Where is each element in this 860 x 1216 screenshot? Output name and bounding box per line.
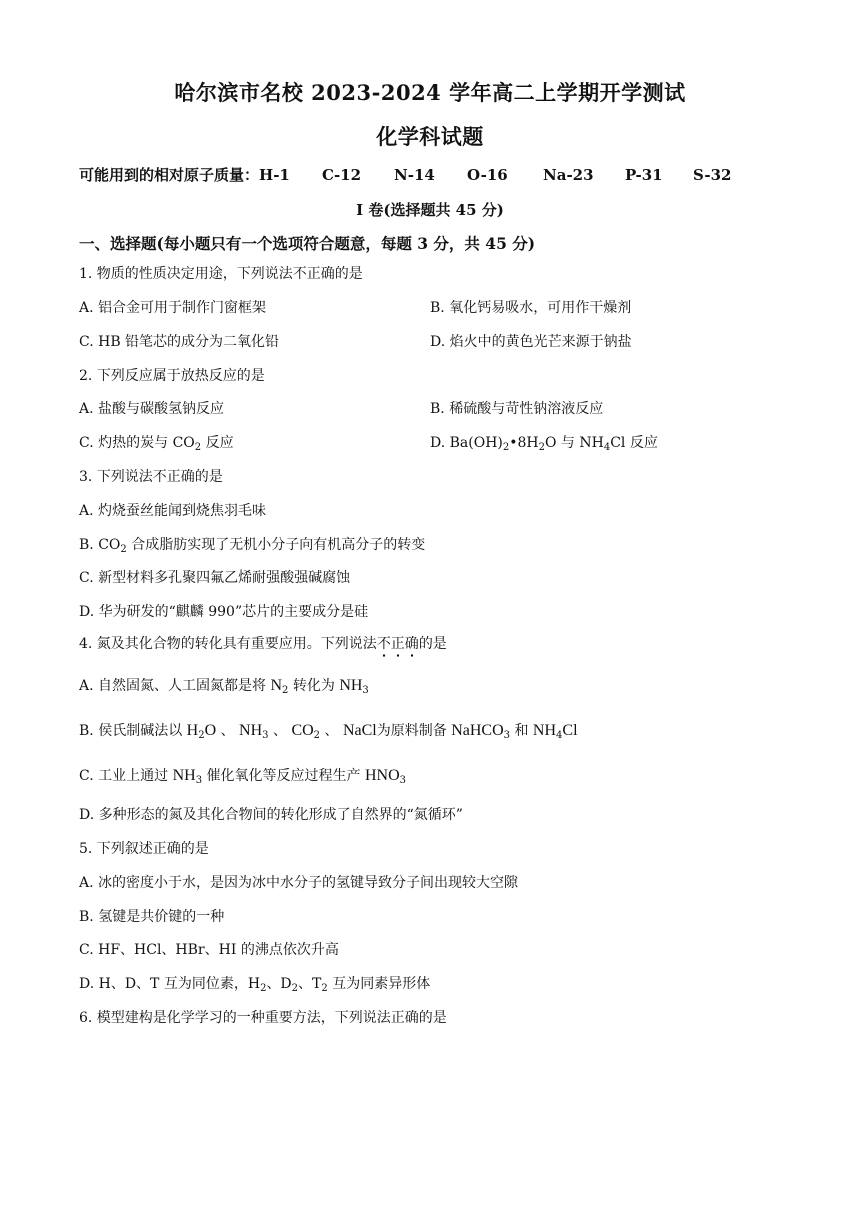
question-4-option-c: C. 工业上通过 $NH_3$ 催化氧化等反应过程生产 $HNO_3$ [79,767,407,786]
volume-title: I 卷(选择题共 45 分) [356,201,504,219]
question-5-option-c: C. HF、HCl、HBr、HI 的沸点依次升高 [79,942,339,958]
question-2-option-c: C. 灼热的炭与 $CO_2$ 反应 [79,435,234,453]
exam-title: 哈尔滨市名校 2023-2024 学年高二上学期开学测试 [174,80,686,105]
atomic-masses-lead: 可能用到的相对原子质量： [79,166,260,184]
atomic-mass-item: P-31 [625,166,663,184]
exam-subtitle: 化学科试题 [376,124,484,149]
atomic-mass-item: O-16 [467,166,508,184]
question-3-option-a: A. 灼烧蚕丝能闻到烧焦羽毛味 [79,503,267,519]
question-3-option-c: C. 新型材料多孔聚四氟乙烯耐强酸强碱腐蚀 [79,570,351,586]
question-5-option-a: A. 冰的密度小于水，是因为冰中水分子的氢键导致分子间出现较大空隙 [79,875,519,891]
question-4-option-d: D. 多种形态的氮及其化合物间的转化形成了自然界的“氮循环” [79,807,463,823]
atomic-mass-item: H-1 [259,166,290,184]
question-2-stem: 2. 下列反应属于放热反应的是 [79,368,265,384]
question-3-stem: 3. 下列说法不正确的是 [79,469,223,485]
question-5-stem: 5. 下列叙述正确的是 [79,841,209,857]
atomic-masses-line [79,164,732,185]
question-3-option-d: D. 华为研发的“麒麟 990”芯片的主要成分是硅 [79,604,369,620]
question-2-option-d: D. $Ba(OH)_2•8H_2O$ 与 $NH_4Cl$ 反应 [430,435,658,453]
question-6-stem: 6. 模型建构是化学学习的一种重要方法，下列说法正确的是 [79,1010,447,1026]
question-1-option-c: C. HB 铅笔芯的成分为二氧化铅 [79,334,280,350]
section-title: 一、选择题(每小题只有一个选项符合题意，每题 3 分，共 45 分) [79,234,536,253]
question-1-stem: 1. 物质的性质决定用途，下列说法不正确的是 [79,266,363,282]
question-4-option-a: A. 自然固氮、人工固氮都是将 $N_2$ 转化为 $NH_3$ [79,677,369,696]
question-2-option-b: B. 稀硫酸与苛性钠溶液反应 [430,401,604,417]
question-5-option-d: D. H、D、T 互为同位素，$H_2$、$D_2$、$T_2$ 互为同素异形体 [79,976,431,994]
question-1-option-d: D. 焰火中的黄色光芒来源于钠盐 [430,334,632,350]
question-4-option-b: B. 侯氏制碱法以 $H_2O$ 、 $NH_3$ 、 $CO_2$ 、 NaCl为原料制备 NaHCO$_3$ 和 $NH_4Cl$ [79,722,578,741]
atomic-mass-item: S-32 [693,166,732,184]
question-3-option-b: B. $CO_2$ 合成脂肪实现了无机小分子向有机高分子的转变 [79,537,426,555]
emphasis-mark: 不正确 [377,636,419,658]
atomic-mass-item: N-14 [394,166,435,184]
question-5-option-b: B. 氢键是共价键的一种 [79,909,225,925]
question-1-option-a: A. 铝合金可用于制作门窗框架 [79,300,267,316]
question-4-stem: 4. 氮及其化合物的转化具有重要应用。下列说法不正确的是 [79,635,447,653]
atomic-mass-item: C-12 [322,166,362,184]
question-1-option-b: B. 氧化钙易吸水，可用作干燥剂 [430,300,632,316]
atomic-mass-item: Na-23 [543,166,594,184]
question-2-option-a: A. 盐酸与碳酸氢钠反应 [79,401,225,417]
